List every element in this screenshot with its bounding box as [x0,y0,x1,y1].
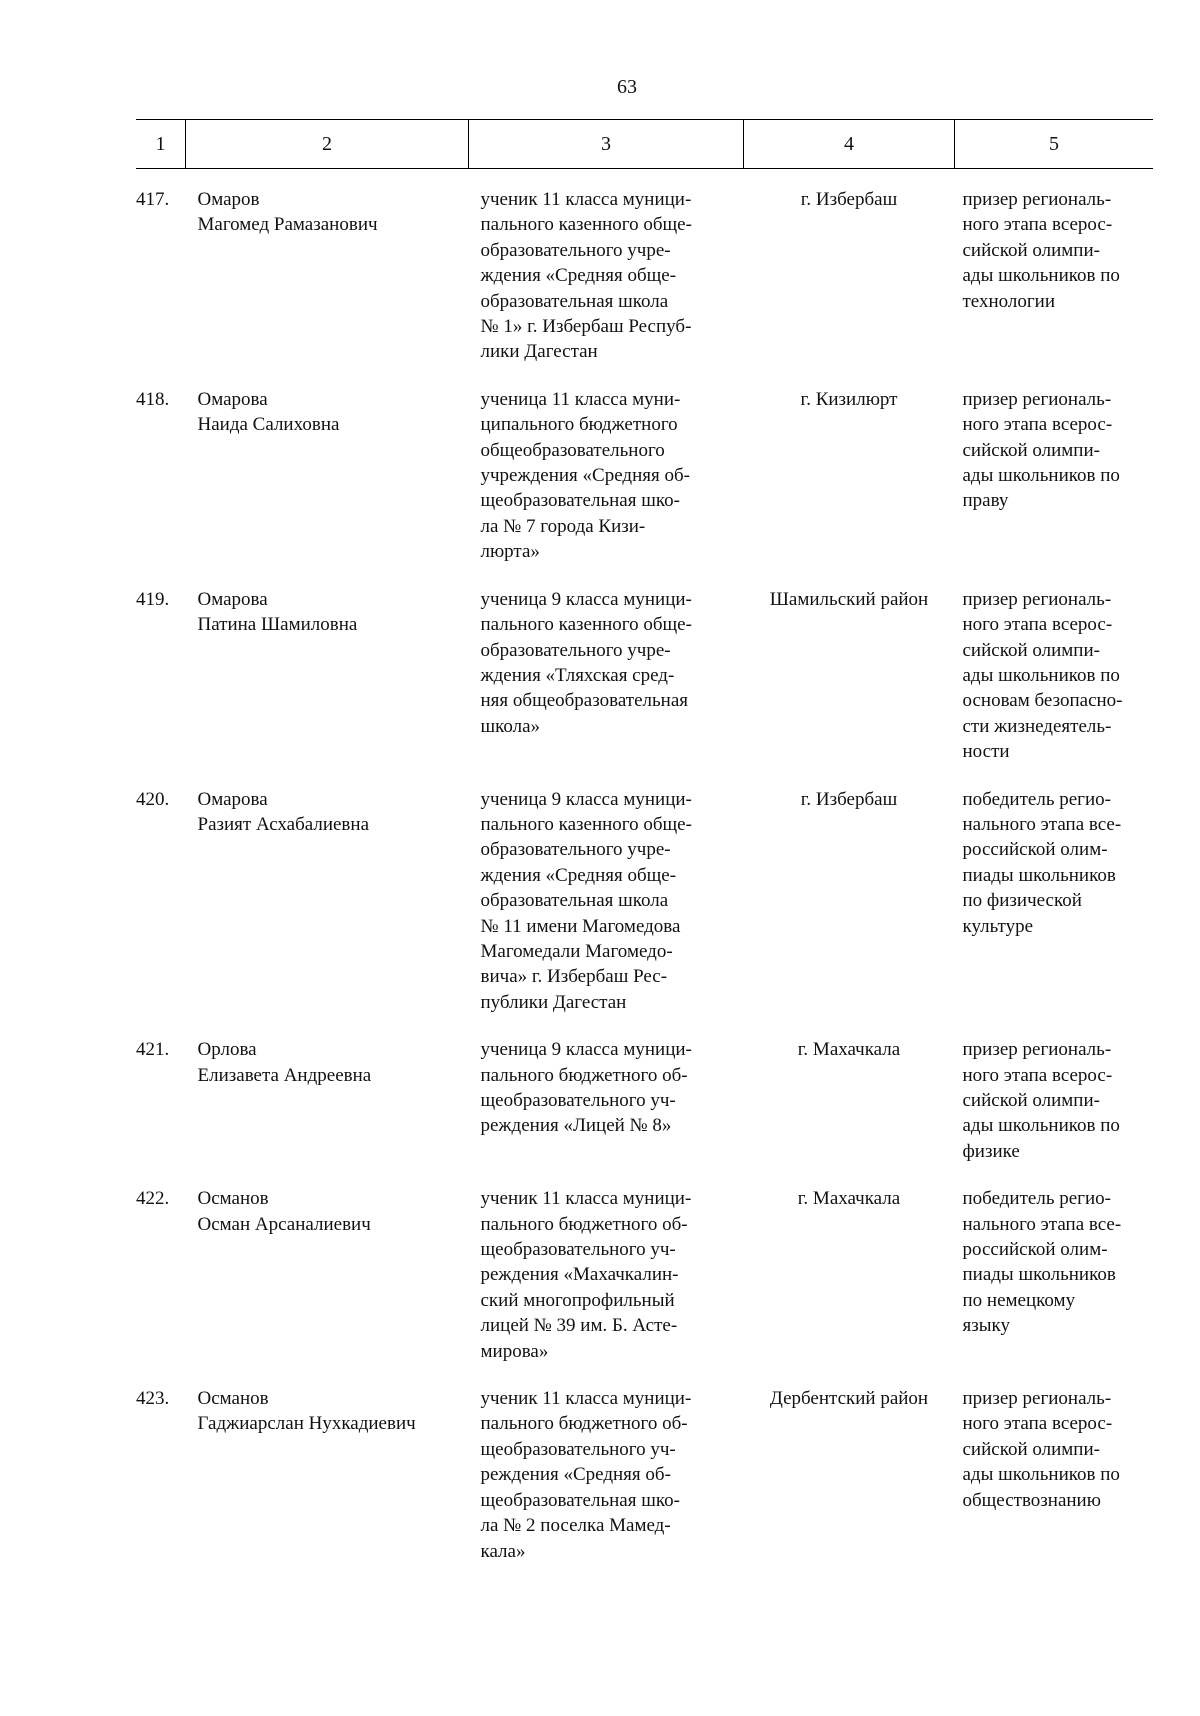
school-description-line: пального бюджетного об- [480,1213,688,1235]
award-status-line: ады школьников по [962,664,1120,686]
person-name-line: Елизавета Андреевна [197,1064,372,1086]
school-description [469,1037,744,1186]
award-status-line: российской олим- [962,1239,1108,1261]
school-description-line: реждения «Средняя об- [480,1464,671,1486]
school-description-line: образовательная школа [480,290,669,312]
award-status-line: призер региональ- [962,1039,1112,1061]
locality: г. Избербаш [800,788,898,810]
school-description-line: № 1» г. Избербаш Респуб- [480,316,692,338]
row-number: 417. [136,189,170,210]
award-status-line: сийской олимпи- [962,639,1100,661]
school-description-line: няя общеобразовательная [480,690,689,712]
row-number: 421. [136,1039,170,1061]
school-description-line: ский многопрофильный [480,1289,675,1311]
award-status-line: ады школьников по [962,1115,1120,1137]
person-name [186,187,469,387]
person-name-line: Патина Шамиловна [197,614,358,636]
school-description-line: пального бюджетного об- [480,1413,688,1435]
school-description-line: образовательного учре- [480,839,671,861]
school-description-line: общеобразовательного [480,439,665,461]
school-description [469,1386,744,1586]
table-row [136,387,1153,587]
award-status-line: сийской олимпи- [962,239,1100,261]
school-description-line: щеобразовательная шко- [480,490,680,512]
school-description-line: ученица 9 класса муници- [480,788,692,810]
award-status [955,1037,1154,1186]
school-description-line: Магомедали Магомедо- [480,940,673,962]
award-status-line: сти жизнедеятель- [962,715,1112,737]
school-description-line: щеобразовательного уч- [480,1239,676,1261]
award-status-line: ного этапа всерос- [962,1064,1113,1086]
award-status-line: сийской олимпи- [962,1090,1100,1111]
school-description-line: ждения «Средняя обще- [480,265,677,287]
person-name [186,1386,469,1586]
person-name-line: Омарова [197,388,268,410]
school-description-line: ученица 11 класса муни- [480,388,681,410]
award-status [955,787,1154,1038]
school-description-line: школа» [480,715,541,737]
header-col-2: 2 [186,120,469,169]
person-name-line: Омарова [197,788,268,810]
award-status-line: российской олим- [962,839,1108,861]
person-name-line: Разият Асхабалиевна [197,813,370,835]
person-name-line: Омаров [197,189,260,210]
award-status-line: ады школьников по [962,465,1120,487]
locality: Дербентский район [769,1388,929,1410]
header-col-4: 4 [744,120,955,169]
award-status-line: ного этапа всерос- [962,414,1113,436]
award-status-line: нального этапа все- [962,813,1122,835]
header-col-3: 3 [469,120,744,169]
school-description-line: ученик 11 класса муници- [480,1388,692,1410]
school-description-line: ученица 9 класса муници- [480,588,692,610]
award-status-line: призер региональ- [962,1388,1112,1410]
school-description-line: вича» г. Избербаш Рес- [480,966,668,988]
award-status-line: по физической [962,890,1082,912]
award-status-line: призер региональ- [962,189,1112,210]
awards-table [136,119,1153,1586]
table-row [136,587,1153,787]
award-status-line: праву [962,490,1009,512]
award-status-line: основам безопасно- [962,690,1123,712]
school-description-line: пального казенного обще- [480,214,692,236]
row-number: 423. [136,1388,170,1410]
school-description-line: образовательного учре- [480,639,671,661]
school-description-line: ципального бюджетного [480,414,678,436]
row-number: 420. [136,788,170,810]
award-status-line: призер региональ- [962,388,1112,410]
school-description-line: щеобразовательного уч- [480,1090,676,1111]
school-description-line: учреждения «Средняя об- [480,465,690,487]
page-number: 63 [617,76,637,98]
header-row [136,120,1153,169]
locality: г. Кизилюрт [800,388,898,410]
school-description [469,1186,744,1386]
school-description-line: лики Дагестан [480,341,598,363]
award-status-line: призер региональ- [962,588,1112,610]
school-description-line: пального казенного обще- [480,813,692,835]
award-status-line: сийской олимпи- [962,1438,1100,1460]
school-description-line: кала» [480,1540,526,1562]
header-col-1: 1 [136,120,186,169]
row-number: 418. [136,388,170,410]
award-status-line: сийской олимпи- [962,439,1100,461]
person-name [186,787,469,1038]
school-description [469,787,744,1038]
person-name-line: Османов [197,1188,269,1210]
school-description-line: пального бюджетного об- [480,1064,688,1086]
locality: г. Махачкала [797,1039,901,1061]
person-name-line: Осман Арсаналиевич [197,1213,371,1235]
award-status [955,387,1154,587]
row-number: 422. [136,1188,170,1210]
school-description-line: люрта» [480,541,540,563]
award-status-line: пиады школьников [962,864,1116,886]
award-status-line: обществознанию [962,1489,1101,1511]
school-description-line: публики Дагестан [480,991,627,1013]
table-row [136,187,1153,387]
person-name-line: Орлова [197,1039,257,1061]
award-status-line: победитель регио- [962,1188,1111,1210]
person-name [186,1186,469,1386]
school-description-line: образовательная школа [480,890,669,912]
person-name [186,387,469,587]
award-status [955,587,1154,787]
award-status-line: победитель регио- [962,788,1111,810]
school-description-line: ла № 2 поселка Мамед- [480,1515,671,1537]
locality: г. Избербаш [800,189,898,210]
school-description-line: ла № 7 города Кизи- [480,515,646,537]
school-description-line: № 11 имени Магомедова [480,915,681,937]
award-status [955,187,1154,387]
person-name [186,1037,469,1186]
person-name-line: Наида Салиховна [197,414,340,436]
header-col-5: 5 [955,120,1154,169]
school-description-line: реждения «Лицей № 8» [480,1115,672,1137]
award-status [955,1386,1154,1586]
award-status-line: культуре [962,915,1034,937]
award-status-line: ады школьников по [962,1464,1120,1486]
person-name-line: Османов [197,1388,269,1410]
table-row [136,1186,1153,1386]
award-status-line: ного этапа всерос- [962,214,1113,236]
table-row [136,787,1153,1038]
school-description-line: ждения «Тляхская сред- [480,664,675,686]
school-description-line: ученица 9 класса муници- [480,1039,692,1061]
award-status-line: нального этапа все- [962,1213,1122,1235]
locality: Шамильский район [769,588,929,610]
award-status-line: по немецкому [962,1289,1076,1311]
school-description [469,587,744,787]
school-description-line: щеобразовательная шко- [480,1489,680,1511]
table-row [136,1037,1153,1186]
award-status-line: ного этапа всерос- [962,1413,1113,1435]
school-description-line: реждения «Махачкалин- [480,1264,679,1286]
school-description-line: щеобразовательного уч- [480,1438,676,1460]
school-description-line: мирова» [480,1340,549,1362]
person-name-line: Омарова [197,588,268,610]
person-name-line: Магомед Рамазанович [197,214,378,236]
award-status-line: пиады школьников [962,1264,1116,1286]
table-body [136,169,1153,1586]
award-status-line: языку [962,1315,1010,1337]
award-status-line: ности [962,741,1010,763]
school-description-line: пального казенного обще- [480,614,692,636]
award-status-line: ады школьников по [962,265,1120,287]
award-status-line: ного этапа всерос- [962,614,1113,636]
table-row [136,1386,1153,1586]
school-description [469,187,744,387]
award-status-line: технологии [962,290,1056,312]
school-description-line: лицей № 39 им. Б. Асте- [480,1315,678,1337]
school-description-line: ученик 11 класса муници- [480,1188,692,1210]
school-description-line: образовательного учре- [480,239,671,261]
locality: г. Махачкала [797,1188,901,1210]
school-description-line: ученик 11 класса муници- [480,189,692,210]
school-description [469,387,744,587]
school-description-line: ждения «Средняя обще- [480,864,677,886]
person-name-line: Гаджиарслан Нухкадиевич [197,1413,416,1435]
award-status-line: физике [962,1140,1020,1162]
person-name [186,587,469,787]
row-number: 419. [136,588,170,610]
award-status [955,1186,1154,1386]
